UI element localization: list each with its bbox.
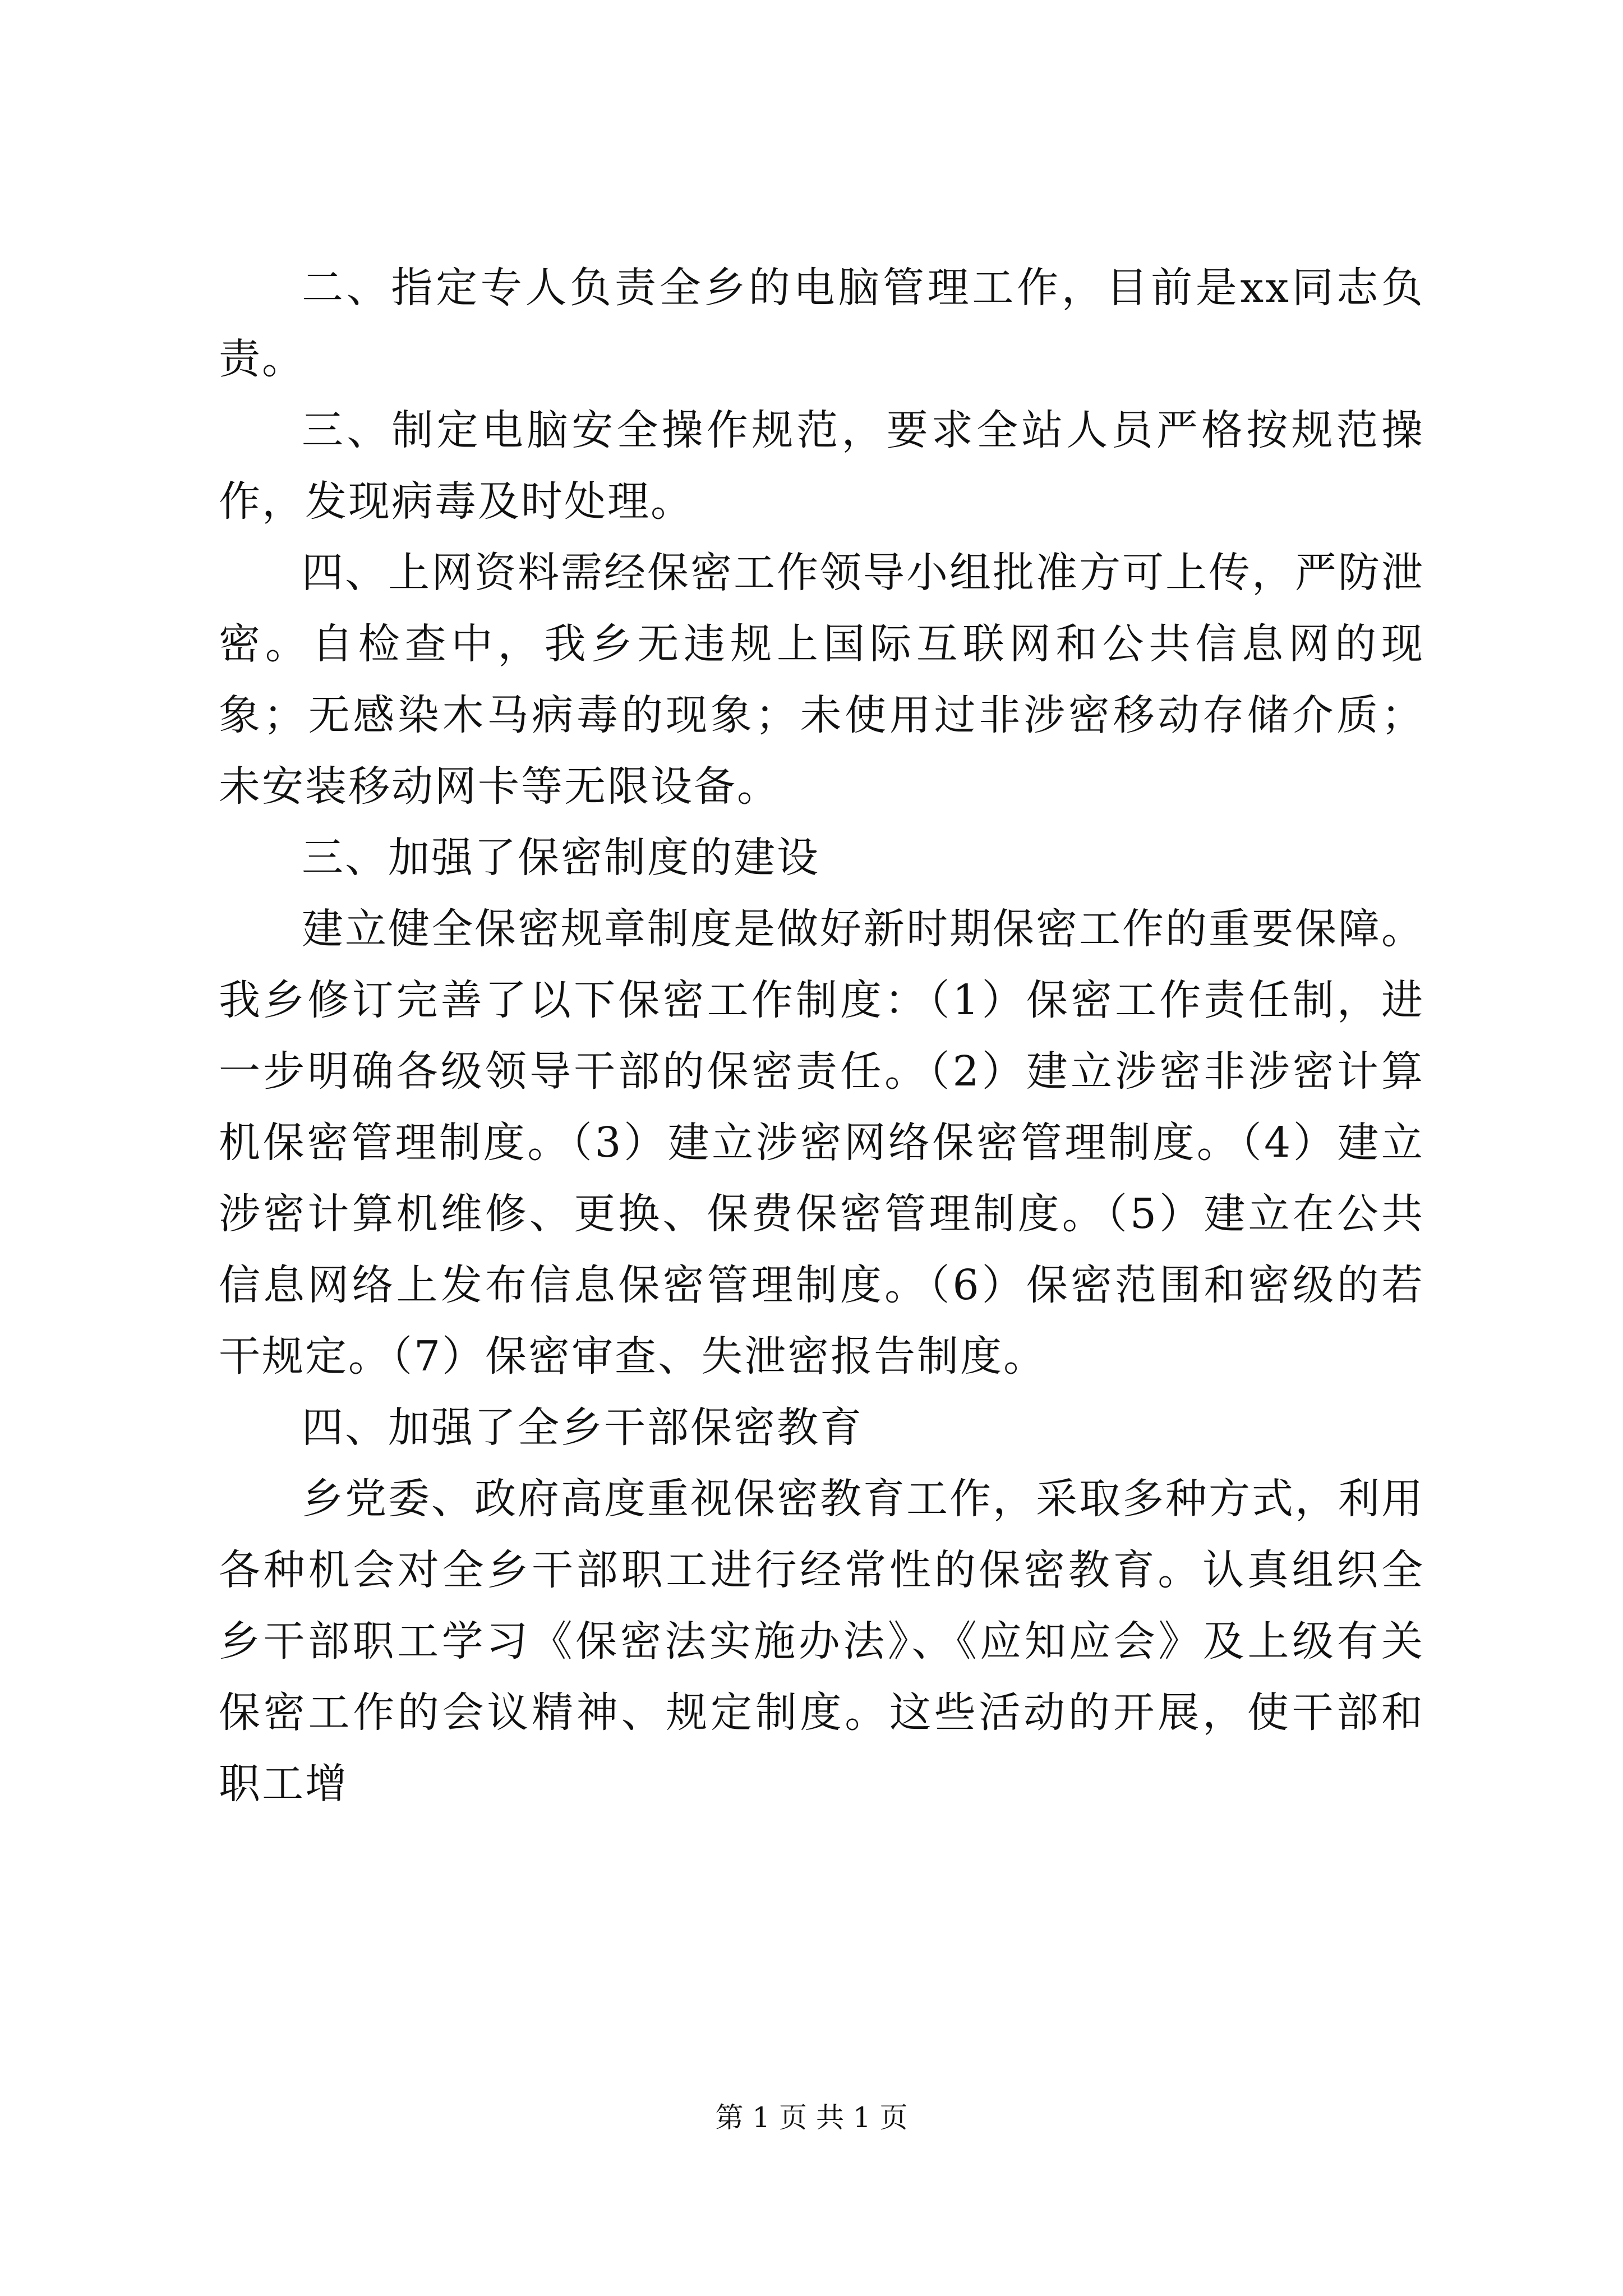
paragraph-education-details: 乡党委、政府高度重视保密教育工作，采取多种方式，利用各种机会对全乡干部职工进行经常性的保密教育。认真组织全乡干部职工学习《保密法实施办法》、《应知应会》及上级有关保密工作的会议精神、规定制度。这些活动的开展，使干部和职工增	[219, 1475, 1424, 1808]
section-heading-system-building: 三、加强了保密制度的建设	[302, 834, 820, 882]
paragraph-security-operations: 三、制定电脑安全操作规范，要求全站人员严格按规范操作，发现病毒及时处理。	[219, 406, 1424, 526]
section-heading-education: 四、加强了全乡干部保密教育	[302, 1404, 863, 1452]
paragraph-computer-manager: 二、指定专人负责全乡的电脑管理工作，目前是xx同志负责。	[219, 264, 1424, 383]
document-body	[219, 252, 1424, 1820]
paragraph-upload-approval: 四、上网资料需经保密工作领导小组批准方可上传，严防泄密。自检查中，我乡无违规上国际互联网和公共信息网的现象；无感染木马病毒的现象；未使用过非涉密移动存储介质；未安装移动网卡等无限设备。	[219, 549, 1424, 811]
page-footer: 第 1 页 共 1 页	[715, 2101, 908, 2134]
paragraph-rules-list: 建立健全保密规章制度是做好新时期保密工作的重要保障。我乡修订完善了以下保密工作制度：（1）保密工作责任制，进一步明确各级领导干部的保密责任。（2）建立涉密非涉密计算机保密管理制度。（3）建立涉密网络保密管理制度。（4）建立涉密计算机维修、更换、保费保密管理制度。（5）建立在公共信息网络上发布信息保密管理制度。（6）保密范围和密级的若干规定。（7）保密审查、失泄密报告制度。	[219, 905, 1424, 1381]
